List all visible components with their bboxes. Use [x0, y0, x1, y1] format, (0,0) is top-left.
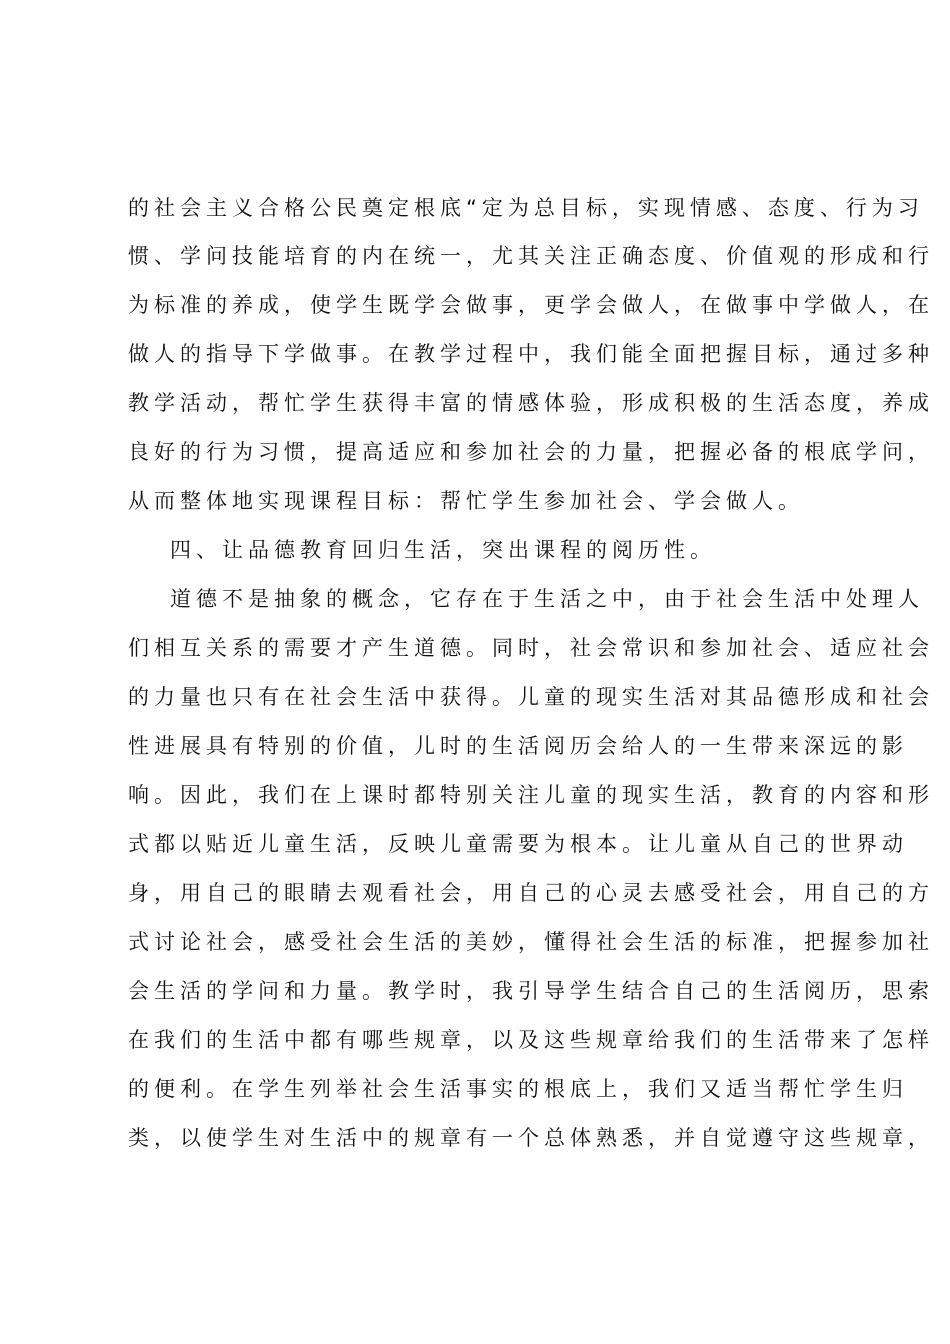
- text-line: 会生活的学问和力量。教学时，我引导学生结合自己的生活阅历，思索: [128, 979, 934, 1003]
- text-line: 的社会主义合格公民奠定根底“定为总目标，实现情感、态度、行为习: [128, 196, 924, 220]
- text-line: 性进展具有特别的价值，儿时的生活阅历会给人的一生带来深远的影: [128, 734, 908, 758]
- text-line: 良好的行为习惯，提高适应和参加社会的力量，把握必备的根底学问，: [128, 440, 934, 464]
- text-line: 惯、学问技能培育的内在统一，尤其关注正确态度、价值观的形成和行: [128, 244, 934, 268]
- text-line: 教学活动，帮忙学生获得丰富的情感体验，形成积极的生活态度，养成: [128, 391, 934, 415]
- text-line: 类，以使学生对生活中的规章有一个总体熟悉，并自觉遵守这些规章，: [128, 1126, 934, 1150]
- text-line: 的力量也只有在社会生活中获得。儿童的现实生活对其品德形成和社会: [128, 685, 934, 709]
- text-line: 们相互关系的需要才产生道德。同时，社会常识和参加社会、适应社会: [128, 636, 934, 660]
- text-line: 响。因此，我们在上课时都特别关注儿童的现实生活，教育的内容和形: [128, 783, 934, 807]
- text-line: 为标准的养成，使学生既学会做事，更学会做人，在做事中学做人，在: [128, 293, 934, 317]
- text-line: 身，用自己的眼睛去观看社会，用自己的心灵去感受社会，用自己的方: [128, 881, 934, 905]
- text-line: 式讨论社会，感受社会生活的美妙，懂得社会生活的标准，把握参加社: [128, 930, 934, 954]
- section-heading: 四、让品德教育回归生活，突出课程的阅历性。: [170, 538, 716, 562]
- text-line: 的便利。在学生列举社会生活事实的根底上，我们又适当帮忙学生归: [128, 1077, 908, 1101]
- text-line: 式都以贴近儿童生活，反映儿童需要为根本。让儿童从自己的世界动: [128, 832, 908, 856]
- text-line: 在我们的生活中都有哪些规章，以及这些规章给我们的生活带来了怎样: [128, 1028, 934, 1052]
- text-line: 道德不是抽象的概念，它存在于生活之中，由于社会生活中处理人: [170, 587, 924, 611]
- text-line: 做人的指导下学做事。在教学过程中，我们能全面把握目标，通过多种: [128, 342, 934, 366]
- text-line: 从而整体地实现课程目标：帮忙学生参加社会、学会做人。: [128, 489, 804, 513]
